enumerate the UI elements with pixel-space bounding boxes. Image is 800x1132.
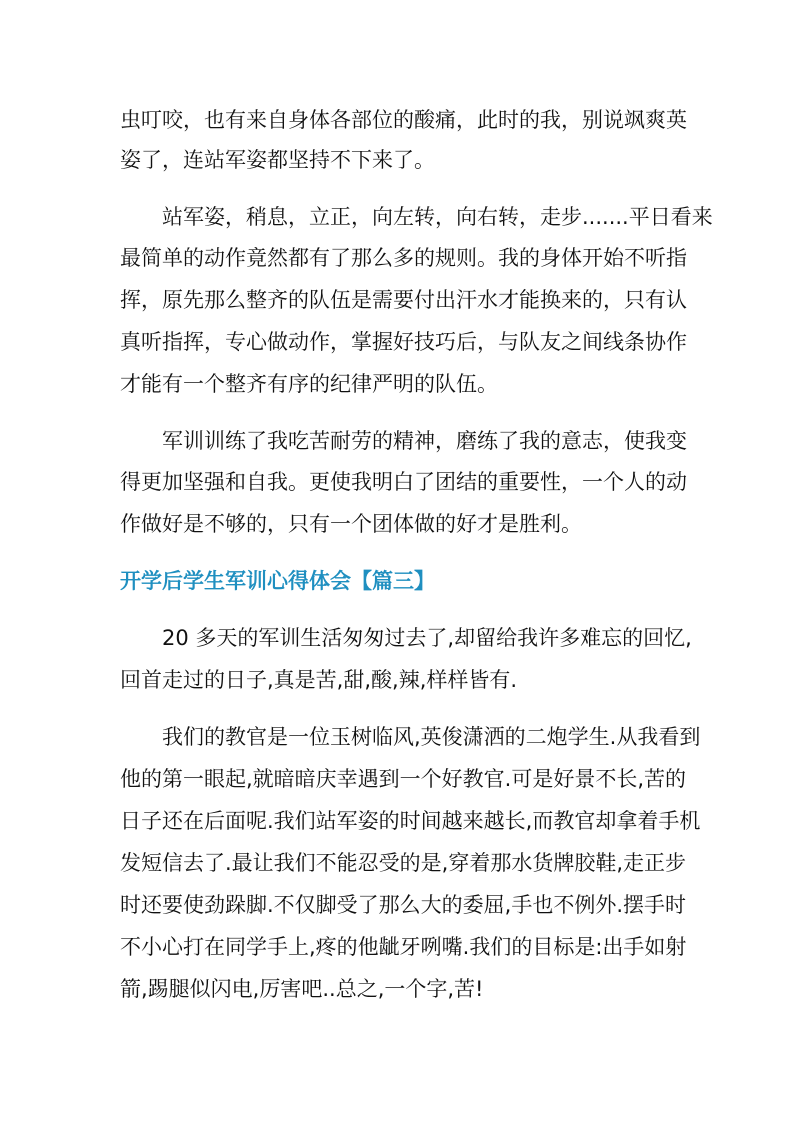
section-heading: 开学后学生军训心得体会【篇三】 — [120, 569, 435, 593]
paragraph-line: 真听指挥，专心做动作，掌握好技巧后，与队友之间线条协作 — [120, 330, 687, 354]
paragraph-line: 他的第一眼起,就暗暗庆幸遇到一个好教官.可是好景不长,苦的 — [120, 767, 687, 791]
paragraph-line: 军训训练了我吃苦耐劳的精神，磨练了我的意志，使我变 — [162, 429, 687, 453]
paragraph-line: 箭,踢腿似闪电,厉害吧..总之,一个字,苦! — [120, 977, 484, 1001]
paragraph-line: 作做好是不够的，只有一个团体做的好才是胜利。 — [120, 512, 582, 536]
paragraph-line: 20 多天的军训生活匆匆过去了,却留给我许多难忘的回忆, — [162, 626, 692, 650]
paragraph-line: 我们的教官是一位玉树临风,英俊潇洒的二炮学生.从我看到 — [162, 725, 701, 749]
paragraph-line: 日子还在后面呢.我们站军姿的时间越来越长,而教官却拿着手机 — [120, 809, 701, 833]
paragraph-line: 挥，原先那么整齐的队伍是需要付出汗水才能换来的，只有认 — [120, 288, 687, 312]
paragraph-line: 得更加坚强和自我。更使我明白了团结的重要性，一个人的动 — [120, 470, 687, 494]
paragraph-line: 最简单的动作竟然都有了那么多的规则。我的身体开始不听指 — [120, 246, 687, 270]
paragraph-line: 才能有一个整齐有序的纪律严明的队伍。 — [120, 372, 498, 396]
paragraph-line: 姿了，连站军姿都坚持不下来了。 — [120, 148, 435, 172]
paragraph-line: 回首走过的日子,真是苦,甜,酸,辣,样样皆有. — [120, 668, 518, 692]
paragraph-line: 虫叮咬，也有来自身体各部位的酸痛，此时的我，别说飒爽英 — [120, 108, 687, 132]
paragraph-line: 时还要使劲跺脚.不仅脚受了那么大的委屈,手也不例外.摆手时 — [120, 893, 687, 917]
paragraph-line: 站军姿，稍息，立正，向左转，向右转，走步.......平日看来 — [162, 205, 713, 229]
paragraph-line: 不小心打在同学手上,疼的他龇牙咧嘴.我们的目标是:出手如射 — [120, 935, 687, 959]
paragraph-line: 发短信去了.最让我们不能忍受的是,穿着那水货牌胶鞋,走正步 — [120, 851, 687, 875]
